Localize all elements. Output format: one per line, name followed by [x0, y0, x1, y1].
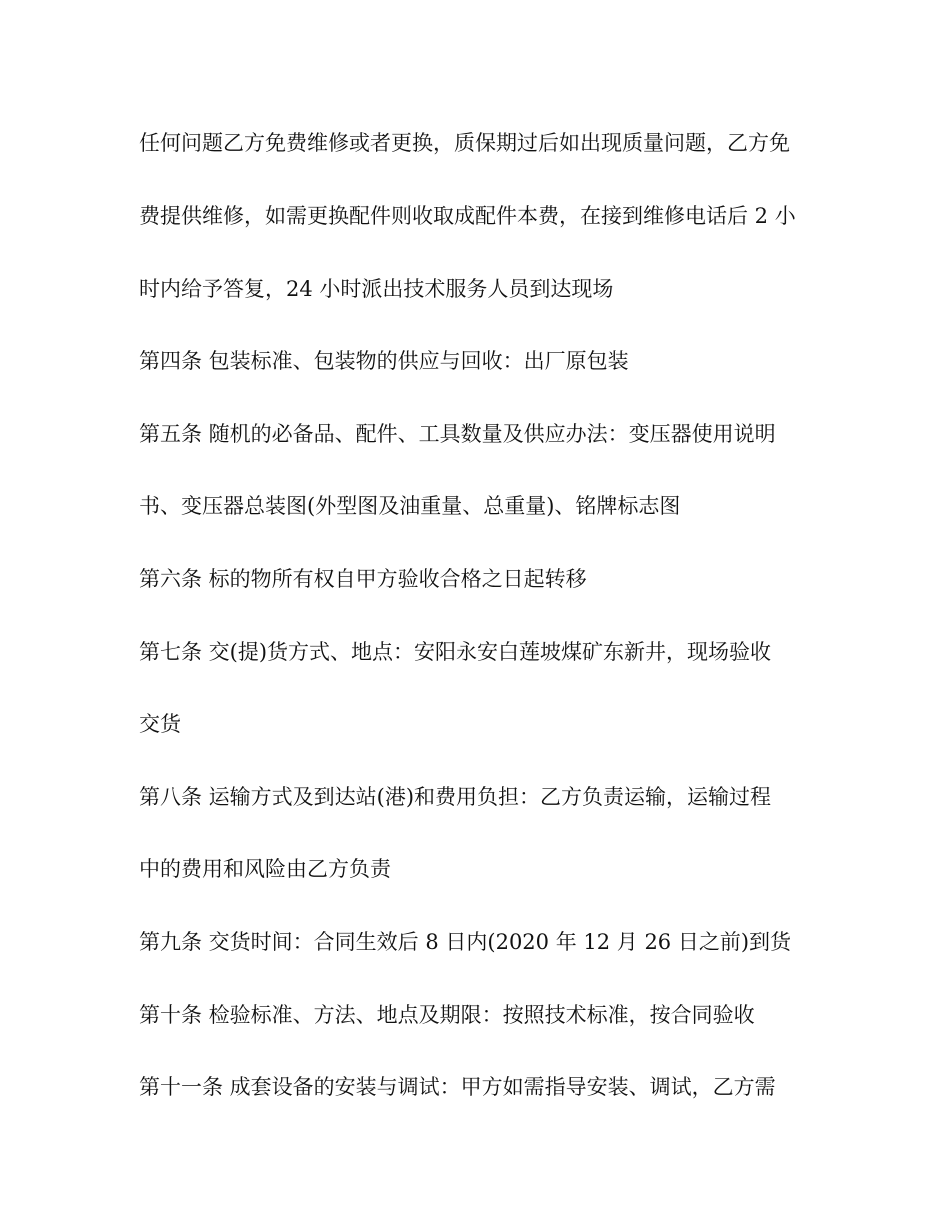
text-line: 时内给予答复，24 小时派出技术服务人员到达现场	[139, 277, 614, 301]
text-line: 第八条 运输方式及到达站(港)和费用负担：乙方负责运输，运输过程	[139, 785, 772, 809]
text-line: 第十一条 成套设备的安装与调试：甲方如需指导安装、调试，乙方需	[139, 1075, 776, 1099]
text-line: 交货	[139, 712, 181, 736]
text-line: 第六条 标的物所有权自甲方验收合格之日起转移	[139, 567, 587, 591]
text-line: 任何问题乙方免费维修或者更换，质保期过后如出现质量问题，乙方免	[139, 131, 790, 155]
text-line: 第十条 检验标准、方法、地点及期限：按照技术标准，按合同验收	[139, 1003, 755, 1027]
text-line: 第四条 包装标准、包装物的供应与回收：出厂原包装	[139, 349, 629, 373]
text-line: 第七条 交(提)货方式、地点：安阳永安白莲坡煤矿东新井，现场验收	[139, 640, 772, 664]
text-line: 第九条 交货时间：合同生效后 8 日内(2020 年 12 月 26 日之前)到货	[139, 930, 792, 954]
text-line: 费提供维修，如需更换配件则收取成配件本费，在接到维修电话后 2 小	[139, 204, 796, 228]
text-line: 第五条 随机的必备品、配件、工具数量及供应办法：变压器使用说明	[139, 422, 776, 446]
text-line: 书、变压器总装图(外型图及油重量、总重量)、铭牌标志图	[139, 494, 681, 518]
text-line: 中的费用和风险由乙方负责	[139, 857, 391, 881]
